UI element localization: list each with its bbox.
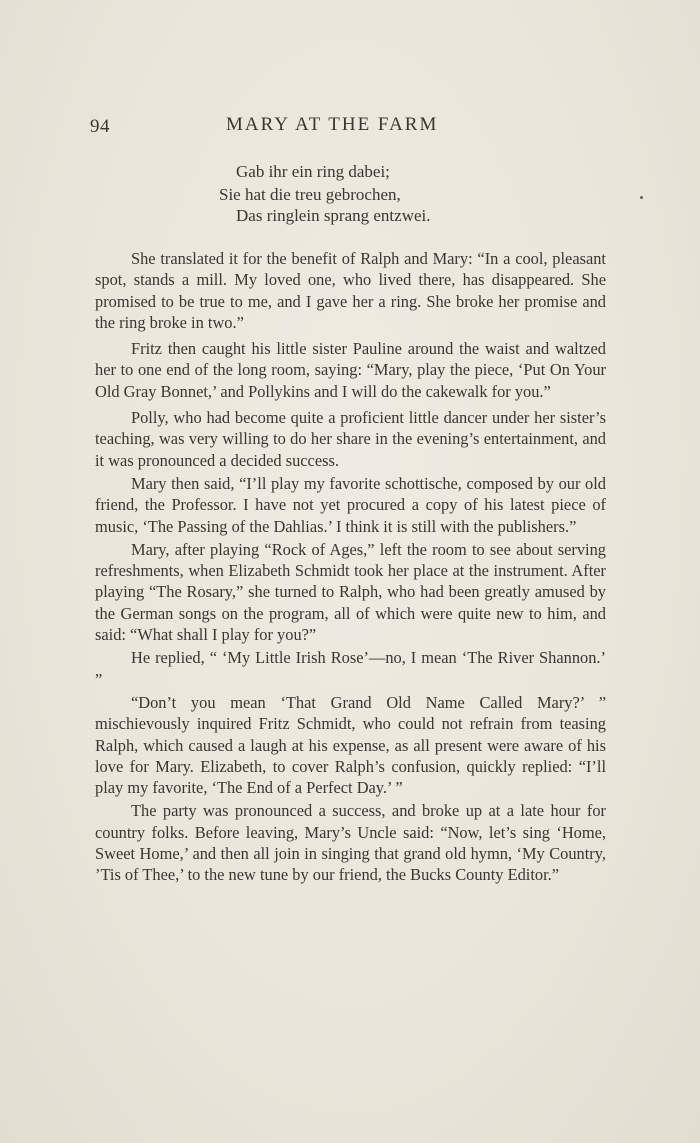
body-text — [95, 248, 606, 886]
poem-line: Gab ihr ein ring dabei; — [236, 162, 390, 181]
paragraph: Mary then said, “I’ll play my favorite schottische, composed by our old friend, the Professor. I have not yet procured a copy of his latest piece of music, ‘The Passing of the Dahlias.’ I think it is still with the publishers.” — [95, 473, 606, 536]
paragraph: Fritz then caught his little sister Pauline around the waist and waltzed her to one end of the long room, saying: “Mary, play the piece, ‘Put On Your Old Gray Bonnet,’ and Pollykins and I will do the cakewalk for you.” — [95, 339, 606, 401]
paragraph: She translated it for the benefit of Ralph and Mary: “In a cool, pleasant spot, stands a mill. My loved one, who lived there, has disappeared. She promised to be true to me, and I gave her a ring. She broke her promise and the ring broke in two.” — [95, 249, 606, 332]
running-title: MARY AT THE FARM — [226, 114, 439, 135]
page-header — [90, 112, 610, 140]
poem-line: Sie hat die treu gebrochen, — [219, 185, 401, 204]
page-number: 94 — [90, 116, 110, 137]
paper-speck — [640, 196, 643, 199]
paragraph: “Don’t you mean ‘That Grand Old Name Called Mary?’ ” mischievously inquired Fritz Schmidt, who could not refrain from teasing Ralph, which caused a laugh at his expense, as all present were aware of his love for Mary. Elizabeth, to cover Ralph’s confusion, quickly replied: “I’ll play my favorite, ‘The End of a Perfect Day.’ ” — [95, 692, 606, 798]
poem-line: Das ringlein sprang entzwei. — [236, 206, 431, 225]
paragraph: The party was pronounced a success, and broke up at a late hour for country folks. Before leaving, Mary’s Uncle said: “Now, let’s sing ‘Home, Sweet Home,’ and then all join in singing that grand old hymn, ‘My Country, ’Tis of Thee,’ to the new tune by our friend, the Bucks County Editor.” — [95, 801, 606, 885]
paragraph: Mary, after playing “Rock of Ages,” left the room to see about serving refreshments, when Elizabeth Schmidt took her place at the instrument. After playing “The Rosary,” she turned to Ralph, who had been greatly amused by the German songs on the program, all of which were quite new to him, and said: “What shall I play for you?” — [95, 539, 606, 645]
paragraph: He replied, “ ‘My Little Irish Rose’—no, I mean ‘The River Shannon.’ ” — [95, 648, 606, 689]
paragraph: Polly, who had become quite a proficient little dancer under her sister’s teaching, was very willing to do her share in the evening’s entertainment, and it was pronounced a decided success. — [95, 408, 606, 470]
